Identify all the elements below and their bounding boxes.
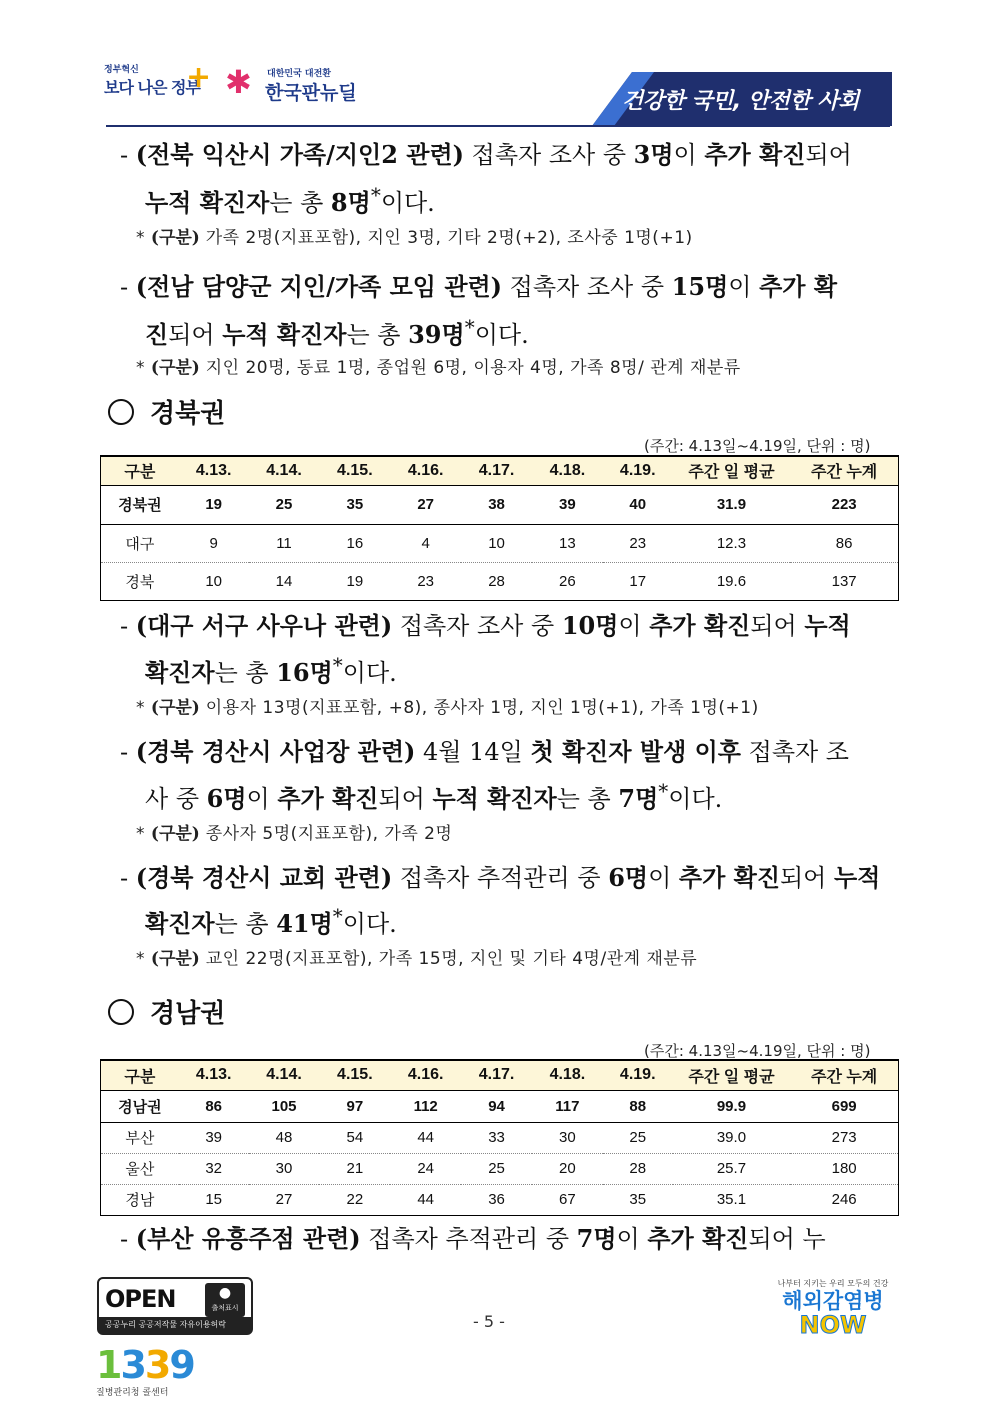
table-row xyxy=(101,1122,899,1153)
gyeongbuk-table xyxy=(100,455,899,601)
table-cell: 경북 xyxy=(125,573,155,591)
column-header: 4.14. xyxy=(249,1060,320,1090)
table-cell: 39.0 xyxy=(716,1129,747,1146)
table-row xyxy=(101,485,899,524)
table-cell: 112 xyxy=(413,1097,438,1115)
table-cell: 경남 xyxy=(125,1192,155,1209)
column-header: 주간 일 평균 xyxy=(673,1060,791,1090)
table-cell: 30 xyxy=(275,1160,293,1177)
table-cell: 54 xyxy=(346,1129,364,1146)
table-cell: 180 xyxy=(831,1160,857,1177)
table-cell: 137 xyxy=(831,572,857,590)
table-cell: 32 xyxy=(205,1160,222,1177)
table-cell: 33 xyxy=(488,1129,505,1146)
table-cell: 23 xyxy=(629,534,647,552)
jeonbuk-item-line2: 누적 확진자는 총 8명*이다. xyxy=(145,183,435,217)
table-header-row xyxy=(101,1060,899,1090)
column-header: 4.19. xyxy=(603,1060,673,1090)
table-cell: 경남권 xyxy=(118,1098,162,1116)
government-innovation-logo: 정부혁신 보다 나은 정부 + xyxy=(104,60,212,97)
table-cell: 35 xyxy=(346,496,364,513)
table-cell: 223 xyxy=(831,496,857,513)
table-cell: 4 xyxy=(421,534,430,552)
table-cell: 9 xyxy=(209,534,218,552)
column-header: 4.15. xyxy=(319,1060,390,1090)
table-cell: 대구 xyxy=(125,535,155,553)
table-cell: 699 xyxy=(831,1097,857,1115)
table-cell: 17 xyxy=(629,572,647,590)
table-cell: 105 xyxy=(271,1097,297,1115)
table-cell: 38 xyxy=(488,496,505,513)
column-header: 4.14. xyxy=(249,456,320,485)
column-header: 4.13. xyxy=(179,1060,249,1090)
table-cell: 99.9 xyxy=(716,1097,747,1115)
gyeongsan-work-note: * (구분) 종사자 5명(지표포함), 가족 2명 xyxy=(136,824,453,844)
table-cell: 48 xyxy=(275,1129,293,1146)
table-cell: 44 xyxy=(417,1191,435,1208)
table-cell: 86 xyxy=(835,534,853,552)
gyeongnam-section-title: 경남권 xyxy=(108,998,225,1030)
gyeongsan-church-item-line2: 확진자는 총 41명*이다. xyxy=(145,904,397,938)
table-cell: 22 xyxy=(346,1191,364,1208)
table-cell: 경북권 xyxy=(118,497,162,514)
table-cell: 28 xyxy=(488,572,505,590)
table-cell: 25 xyxy=(629,1129,647,1146)
table-cell: 16 xyxy=(346,534,364,552)
table-row xyxy=(101,562,899,600)
column-header: 주간 일 평균 xyxy=(673,456,791,485)
table-cell: 39 xyxy=(559,496,576,513)
table-cell: 25.7 xyxy=(716,1160,747,1177)
table-cell: 40 xyxy=(629,496,647,513)
table-cell: 14 xyxy=(275,572,293,590)
table-row xyxy=(101,1184,899,1215)
gyeongbuk-section-title: 경북권 xyxy=(108,398,225,430)
table-cell: 44 xyxy=(417,1129,435,1146)
column-header: 4.15. xyxy=(319,456,390,485)
korean-new-deal-logo: ✱ 대한민국 대전환 한국판뉴딜 xyxy=(225,63,357,104)
gyeongsan-church-item-line1: - (경북 경산시 교회 관련) 접촉자 추적관리 중 6명이 추가 확진되어 누적 xyxy=(120,863,881,892)
page-number: - 5 - xyxy=(473,1312,505,1331)
column-header: 주간 누계 xyxy=(790,1060,898,1090)
table-cell: 13 xyxy=(559,534,576,552)
table-cell: 88 xyxy=(629,1097,647,1115)
table-cell: 25 xyxy=(488,1160,505,1177)
table-cell: 31.9 xyxy=(716,496,747,513)
table-cell: 117 xyxy=(555,1097,580,1115)
column-header: 구분 xyxy=(101,456,179,485)
table-cell: 19 xyxy=(205,496,222,513)
kdca-1339-call-center-logo: 1339 질병관리청 콜센터 xyxy=(96,1343,194,1398)
table-cell: 부산 xyxy=(125,1130,155,1147)
overseas-infectious-disease-now-logo: 나부터 지키는 우리 모두의 건강 해외감염병 NOW xyxy=(777,1279,889,1339)
column-header: 4.18. xyxy=(532,1060,603,1090)
table-row xyxy=(101,1153,899,1184)
gyeongbuk-period: (주간: 4.13일~4.19일, 단위 : 명) xyxy=(644,437,871,455)
table-cell: 35.1 xyxy=(716,1191,747,1208)
table-cell: 19.6 xyxy=(716,572,747,590)
attribution-badge-icon: ● 출처표시 xyxy=(205,1283,245,1317)
jeonnam-item-line2: 진되어 누적 확진자는 총 39명*이다. xyxy=(145,315,529,349)
header-divider xyxy=(106,125,890,127)
table-cell: 36 xyxy=(488,1191,505,1208)
busan-item-line1: - (부산 유흥주점 관련) 접촉자 추적관리 중 7명이 추가 확진되어 누 xyxy=(120,1224,826,1253)
table-cell: 15 xyxy=(205,1191,222,1208)
jeonnam-item-line1: - (전남 담양군 지인/가족 모임 관련) 접촉자 조사 중 15명이 추가 확 xyxy=(120,272,838,301)
column-header: 주간 누계 xyxy=(790,456,898,485)
slogan-text: 건강한 국민, 안전한 사회 xyxy=(622,89,859,114)
table-row xyxy=(101,524,899,562)
table-cell: 273 xyxy=(831,1129,857,1146)
gyeongnam-table xyxy=(100,1059,899,1216)
gyeongsan-work-item-line2: 사 중 6명이 추가 확진되어 누적 확진자는 총 7명*이다. xyxy=(145,779,723,813)
column-header: 4.13. xyxy=(179,456,249,485)
table-cell: 19 xyxy=(346,572,364,590)
slogan-banner xyxy=(592,72,892,126)
column-header: 4.18. xyxy=(532,456,603,485)
gyeongnam-period: (주간: 4.13일~4.19일, 단위 : 명) xyxy=(644,1042,871,1060)
table-cell: 26 xyxy=(559,572,576,590)
column-header: 구분 xyxy=(101,1060,179,1090)
table-header-row xyxy=(101,456,899,485)
daegu-item-line1: - (대구 서구 사우나 관련) 접촉자 조사 중 10명이 추가 확진되어 누적 xyxy=(120,611,851,640)
table-cell: 11 xyxy=(276,534,292,552)
table-cell: 21 xyxy=(346,1160,364,1177)
table-cell: 35 xyxy=(629,1191,647,1208)
table-cell: 39 xyxy=(205,1129,222,1146)
column-header: 4.16. xyxy=(390,1060,461,1090)
jeonnam-note: * (구분) 지인 20명, 동료 1명, 종업원 6명, 이용자 4명, 가족 8명/ 관계 재분류 xyxy=(136,358,741,378)
table-cell: 20 xyxy=(559,1160,576,1177)
kogl-open-license-logo: OPEN ● 출처표시 공공누리 공공저작물 자유이용허락 xyxy=(97,1277,253,1335)
table-cell: 27 xyxy=(417,496,435,513)
table-cell: 27 xyxy=(275,1191,293,1208)
plus-icon: + xyxy=(186,60,212,95)
daegu-item-line2: 확진자는 총 16명*이다. xyxy=(145,653,397,687)
circle-bullet-icon xyxy=(108,999,134,1025)
table-cell: 30 xyxy=(559,1129,576,1146)
table-cell: 울산 xyxy=(125,1161,155,1178)
table-cell: 67 xyxy=(559,1191,576,1208)
table-cell: 28 xyxy=(629,1160,647,1177)
table-cell: 25 xyxy=(275,496,293,513)
daegu-note: * (구분) 이용자 13명(지표포함, +8), 종사자 1명, 지인 1명(+1), 가족 1명(+1) xyxy=(136,698,759,718)
column-header: 4.16. xyxy=(390,456,461,485)
table-row xyxy=(101,1090,899,1122)
gyeongsan-work-item-line1: - (경북 경산시 사업장 관련) 4월 14일 첫 확진자 발생 이후 접촉자 조 xyxy=(120,737,849,766)
gyeongsan-church-note: * (구분) 교인 22명(지표포함), 가족 15명, 지인 및 기타 4명/관계 재분류 xyxy=(136,949,698,969)
column-header: 4.17. xyxy=(461,1060,532,1090)
column-header: 4.19. xyxy=(603,456,673,485)
starburst-icon: ✱ xyxy=(225,63,252,101)
column-header: 4.17. xyxy=(461,456,532,485)
table-cell: 94 xyxy=(488,1097,505,1115)
table-cell: 23 xyxy=(417,572,435,590)
table-cell: 97 xyxy=(346,1097,364,1115)
table-cell: 10 xyxy=(488,534,505,552)
table-cell: 246 xyxy=(831,1191,857,1208)
table-cell: 10 xyxy=(205,572,222,590)
circle-bullet-icon xyxy=(108,399,134,425)
table-cell: 24 xyxy=(417,1160,435,1177)
jeonbuk-note: * (구분) 가족 2명(지표포함), 지인 3명, 기타 2명(+2), 조사중 1명(+1) xyxy=(136,228,693,248)
jeonbuk-item-line1: - (전북 익산시 가족/지인2 관련) 접촉자 조사 중 3명이 추가 확진되어 xyxy=(120,140,852,169)
table-cell: 86 xyxy=(205,1097,222,1115)
table-cell: 12.3 xyxy=(716,534,747,552)
